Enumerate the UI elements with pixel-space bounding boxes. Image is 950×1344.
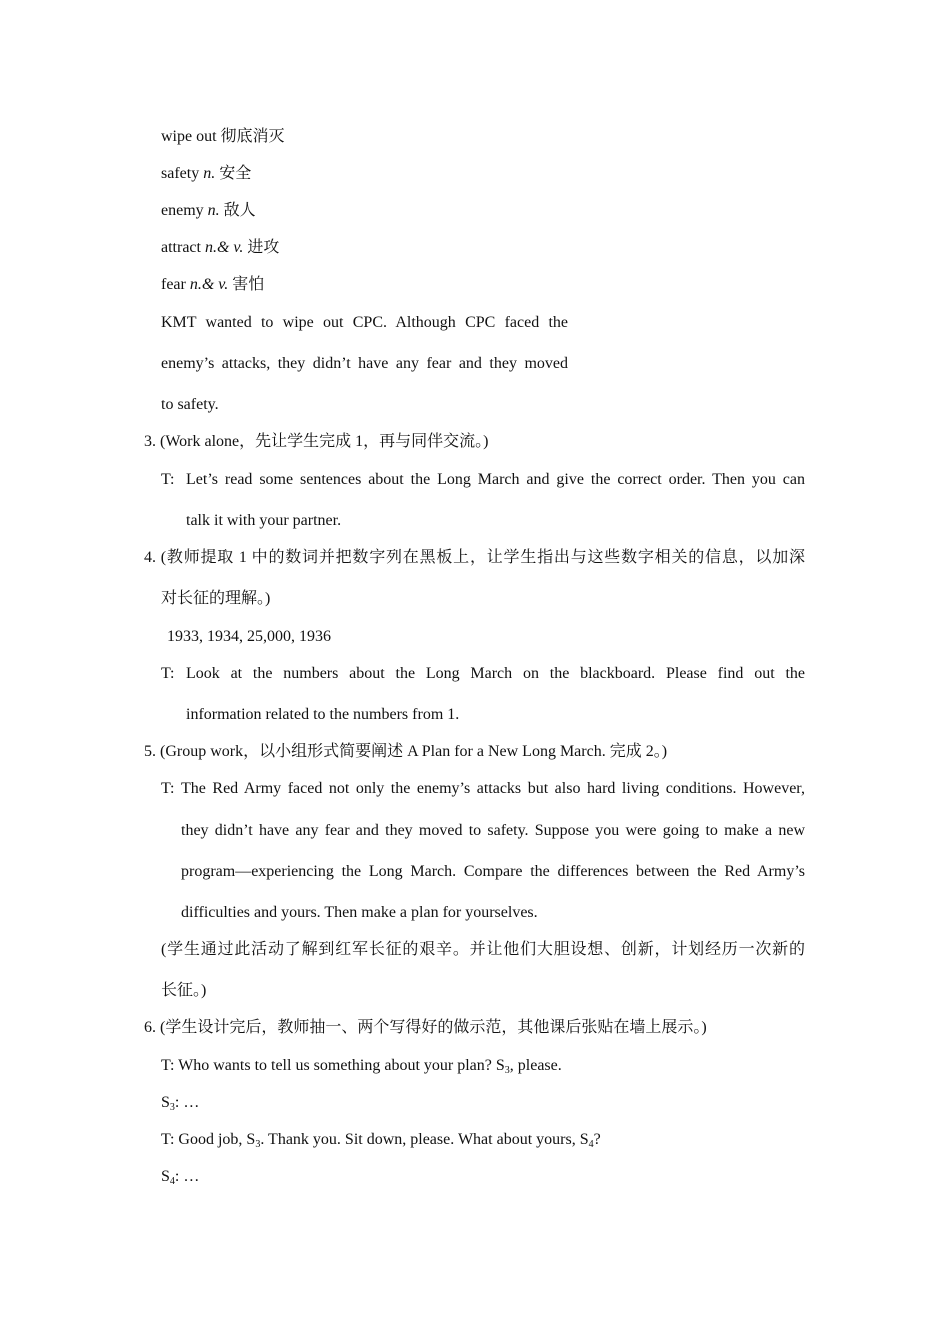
- vocab-meaning: 进攻: [243, 239, 280, 256]
- summary-line: KMT wanted to wipe out CPC. Although CPC faced the: [161, 314, 568, 331]
- vocab-word: fear: [161, 276, 186, 293]
- vocab-line: [161, 201, 256, 221]
- vocab-meaning: 彻底消灭: [216, 128, 285, 145]
- step5-note: 长征。): [161, 982, 207, 999]
- vocab-pos: n.& v.: [204, 239, 244, 256]
- vocab-pos: n.: [207, 202, 220, 219]
- vocab-pos: n.& v.: [189, 276, 229, 293]
- vocab-pos: n.: [203, 165, 216, 182]
- dialogue-line: T: Who wants to tell us something about your plan? $S_3$, please.: [161, 1057, 562, 1076]
- vocab-line: [161, 127, 285, 147]
- step3-line: talk it with your partner.: [186, 512, 342, 529]
- step3-line: Let’s read some sentences about the Long March and give the correct order. Then you can: [186, 471, 805, 488]
- step4-line: information related to the numbers from 1.: [186, 706, 460, 723]
- vocab-line: [161, 238, 279, 258]
- vocab-word: wipe out: [161, 128, 217, 145]
- summary-line: enemy’s attacks, they didn’t have any fear and they moved: [161, 355, 568, 372]
- teacher-label: T:: [161, 471, 175, 488]
- step4-line: Look at the numbers about the Long March on the blackboard. Please find out the: [186, 665, 805, 682]
- step4-title: 4. (教师提取 1 中的数词并把数字列在黑板上，让学生指出与这些数字相关的信息，以加深: [144, 549, 805, 566]
- step5-line: The Red Army faced not only the enemy’s attacks but also hard living conditions. However,: [181, 780, 805, 797]
- step5-line: difficulties and yours. Then make a plan for yourselves.: [181, 904, 538, 921]
- dialogue-line: $S_4$: …: [161, 1168, 200, 1187]
- step5-title: 5. (Group work，以小组形式简要阐述 A Plan for a New Long March. 完成 2。): [144, 743, 668, 760]
- vocab-line: [161, 164, 251, 184]
- step4-numbers: 1933, 1934, 25,000, 1936: [167, 628, 331, 645]
- vocab-word: attract: [161, 239, 201, 256]
- teacher-label: T:: [161, 780, 175, 797]
- step4-title: 对长征的理解。): [161, 590, 271, 607]
- step6-title: 6. (学生设计完后，教师抽一、两个写得好的做示范，其他课后张贴在墙上展示。): [144, 1019, 707, 1036]
- vocab-meaning: 害怕: [228, 276, 265, 293]
- vocab-meaning: 敌人: [219, 202, 256, 219]
- vocab-word: safety: [161, 165, 200, 182]
- summary-line: to safety.: [161, 396, 219, 413]
- dialogue-line: $S_3$: …: [161, 1094, 200, 1113]
- teacher-label: T:: [161, 665, 175, 682]
- vocab-line: [161, 275, 264, 295]
- vocab-meaning: 安全: [215, 165, 252, 182]
- step3-title: 3. (Work alone，先让学生完成 1，再与同伴交流。): [144, 433, 489, 450]
- dialogue-line: T: Good job, $S_3$. Thank you. Sit down, please. What about yours, $S_4$?: [161, 1131, 601, 1150]
- step5-line: they didn’t have any fear and they moved to safety. Suppose you were going to make a new: [181, 822, 805, 839]
- step5-line: program—experiencing the Long March. Compare the differences between the Red Army’s: [181, 863, 805, 880]
- vocab-word: enemy: [161, 202, 204, 219]
- step5-note: (学生通过此活动了解到红军长征的艰辛。并让他们大胆设想、创新，计划经历一次新的: [161, 941, 805, 958]
